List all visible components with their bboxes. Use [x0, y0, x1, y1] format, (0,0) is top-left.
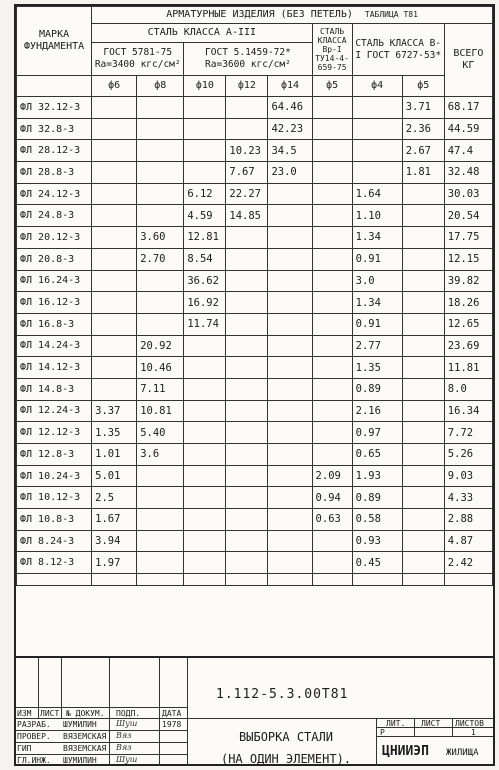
weight-cell [92, 162, 137, 184]
weight-cell [137, 270, 184, 292]
total-cell: 16.34 [444, 400, 492, 422]
dia-8: ф8 [137, 76, 184, 97]
weight-cell: 7.11 [137, 378, 184, 400]
weight-cell [92, 205, 137, 227]
weight-cell: 0.94 [312, 487, 352, 509]
role-chief-engineer-project: ГИП [17, 744, 32, 753]
sheets-label: ЛИСТОВ [455, 719, 484, 728]
weight-cell: 1.34 [352, 227, 402, 249]
foundation-mark: ФЛ 28.12-3 [17, 140, 92, 162]
weight-cell [312, 552, 352, 574]
weight-cell: 3.60 [137, 227, 184, 249]
weight-cell [268, 292, 312, 314]
signature-checker: Вяз [116, 731, 132, 740]
weight-cell: 1.35 [92, 422, 137, 444]
total-cell: 4.87 [444, 530, 492, 552]
weight-cell [226, 530, 268, 552]
foundation-mark: ФЛ 14.24-3 [17, 335, 92, 357]
weight-cell [268, 205, 312, 227]
total-cell: 8.0 [444, 378, 492, 400]
steel-v1-header: СТАЛЬ КЛАССА В-I ГОСТ 6727-53* [352, 24, 444, 76]
weight-cell [312, 335, 352, 357]
weight-cell: 0.93 [352, 530, 402, 552]
weight-cell: 11.74 [184, 313, 226, 335]
total-cell: 30.03 [444, 183, 492, 205]
weight-cell [137, 465, 184, 487]
total-cell: 4.33 [444, 487, 492, 509]
weight-cell: 64.46 [268, 97, 312, 119]
weight-cell [184, 465, 226, 487]
document-title-line-2: (НА ОДИН ЭЛЕМЕНТ). [220, 752, 352, 766]
weight-cell: 7.67 [226, 162, 268, 184]
foundation-mark: ФЛ 16.12-3 [17, 292, 92, 314]
weight-cell [137, 183, 184, 205]
weight-cell [226, 270, 268, 292]
dia-5-v1: ф5 [402, 76, 444, 97]
empty-row [17, 574, 493, 586]
table-row [17, 465, 493, 487]
foundation-mark: ФЛ 10.8-3 [17, 509, 92, 531]
weight-cell: 0.65 [352, 444, 402, 466]
weight-cell [184, 422, 226, 444]
weight-cell: 0.91 [352, 313, 402, 335]
weight-cell: 4.59 [184, 205, 226, 227]
weight-cell: 10.81 [137, 400, 184, 422]
mark-header-cont [17, 76, 92, 97]
weight-cell: 14.85 [226, 205, 268, 227]
weight-cell [312, 248, 352, 270]
total-cell: 32.48 [444, 162, 492, 184]
weight-cell [184, 335, 226, 357]
weight-cell [226, 357, 268, 379]
weight-cell [402, 552, 444, 574]
weight-cell [402, 248, 444, 270]
weight-cell [352, 118, 402, 140]
steel-vp1-header: СТАЛЬ КЛАССА Вр-I ТУ14-4-659-75 [312, 24, 352, 76]
weight-cell [137, 509, 184, 531]
dia-10: ф10 [184, 76, 226, 97]
weight-cell: 1.64 [352, 183, 402, 205]
table-row [17, 313, 493, 335]
weight-cell: 1.34 [352, 292, 402, 314]
weight-cell [226, 552, 268, 574]
foundation-mark: ФЛ 12.8-3 [17, 444, 92, 466]
weight-cell [268, 335, 312, 357]
weight-cell [352, 97, 402, 119]
weight-cell [137, 292, 184, 314]
table-title: АРМАТУРНЫЕ ИЗДЕЛИЯ (БЕЗ ПЕТЕЛЬ) [166, 9, 353, 20]
total-cell: 23.69 [444, 335, 492, 357]
weight-cell [92, 270, 137, 292]
weight-cell [402, 270, 444, 292]
weight-cell [137, 487, 184, 509]
weight-cell [268, 487, 312, 509]
foundation-mark: ФЛ 12.24-3 [17, 400, 92, 422]
foundation-mark: ФЛ 10.12-3 [17, 487, 92, 509]
weight-cell [184, 509, 226, 531]
table-row [17, 378, 493, 400]
weight-cell [92, 183, 137, 205]
organization-name: ЦНИИЭП [382, 744, 429, 759]
weight-cell [184, 487, 226, 509]
weight-cell [137, 97, 184, 119]
total-cell: 9.03 [444, 465, 492, 487]
weight-cell: 0.58 [352, 509, 402, 531]
weight-cell [402, 205, 444, 227]
total-cell: 5.26 [444, 444, 492, 466]
total-cell: 20.54 [444, 205, 492, 227]
weight-cell: 0.97 [352, 422, 402, 444]
foundation-mark: ФЛ 24.8-3 [17, 205, 92, 227]
weight-cell: 5.01 [92, 465, 137, 487]
table-row [17, 530, 493, 552]
weight-cell: 3.94 [92, 530, 137, 552]
weight-cell: 0.89 [352, 378, 402, 400]
dia-4: ф4 [352, 76, 402, 97]
foundation-mark: ФЛ 28.8-3 [17, 162, 92, 184]
weight-cell [402, 292, 444, 314]
weight-cell [268, 509, 312, 531]
weight-cell: 2.09 [312, 465, 352, 487]
weight-cell [184, 400, 226, 422]
weight-cell: 36.62 [184, 270, 226, 292]
weight-cell: 22.27 [226, 183, 268, 205]
weight-cell [137, 530, 184, 552]
lit-value: Р [380, 728, 385, 737]
weight-cell [402, 530, 444, 552]
weight-cell [137, 140, 184, 162]
total-cell: 44.59 [444, 118, 492, 140]
table-row [17, 422, 493, 444]
weight-cell [352, 162, 402, 184]
weight-cell [268, 183, 312, 205]
weight-cell [226, 248, 268, 270]
weight-cell: 16.92 [184, 292, 226, 314]
weight-cell: 3.37 [92, 400, 137, 422]
weight-cell: 1.67 [92, 509, 137, 531]
weight-cell [352, 140, 402, 162]
weight-cell [268, 227, 312, 249]
weight-cell [184, 378, 226, 400]
total-cell: 2.88 [444, 509, 492, 531]
stamp-col-izm: ИЗМ [17, 709, 32, 718]
gost-a-header [92, 43, 184, 76]
foundation-mark: ФЛ 8.12-3 [17, 552, 92, 574]
foundation-mark: ФЛ 24.12-3 [17, 183, 92, 205]
total-header: ВСЕГО КГ [444, 24, 492, 97]
weight-cell [268, 357, 312, 379]
dia-6: ф6 [92, 76, 137, 97]
weight-cell [402, 400, 444, 422]
weight-cell [312, 205, 352, 227]
table-row [17, 205, 493, 227]
name-chief-engineer-project: ВЯЗЕМСКАЯ [63, 744, 107, 753]
weight-cell [184, 162, 226, 184]
weight-cell [312, 227, 352, 249]
title-block [16, 656, 493, 766]
ra-a: Ra=3400 кгс/см² [94, 59, 181, 70]
weight-cell: 20.92 [137, 335, 184, 357]
weight-cell [402, 465, 444, 487]
weight-cell [92, 248, 137, 270]
foundation-mark: ФЛ 16.24-3 [17, 270, 92, 292]
weight-cell [226, 227, 268, 249]
organization-sub: ЖИЛИЩА [446, 748, 479, 758]
weight-cell [92, 335, 137, 357]
weight-cell: 10.46 [137, 357, 184, 379]
drawing-code: 1.112-5.3.00Т81 [216, 687, 349, 702]
table-row [17, 487, 493, 509]
total-cell: 18.26 [444, 292, 492, 314]
weight-cell [184, 118, 226, 140]
weight-cell: 3.0 [352, 270, 402, 292]
weight-cell [312, 270, 352, 292]
weight-cell [184, 530, 226, 552]
weight-cell: 5.40 [137, 422, 184, 444]
dia-14: ф14 [268, 76, 312, 97]
weight-cell: 0.91 [352, 248, 402, 270]
weight-cell: 34.5 [268, 140, 312, 162]
weight-cell [184, 140, 226, 162]
weight-cell: 2.67 [402, 140, 444, 162]
dia-5-vp1: ф5 [312, 76, 352, 97]
weight-cell: 1.35 [352, 357, 402, 379]
weight-cell [268, 552, 312, 574]
foundation-mark: ФЛ 12.12-3 [17, 422, 92, 444]
weight-cell [268, 400, 312, 422]
weight-cell: 1.81 [402, 162, 444, 184]
steel-specification-table [16, 6, 493, 586]
table-row [17, 444, 493, 466]
weight-cell [268, 270, 312, 292]
table-row [17, 509, 493, 531]
document-title-line-1: ВЫБОРКА СТАЛИ [239, 730, 333, 744]
weight-cell [92, 378, 137, 400]
sheet-label: ЛИСТ [421, 719, 441, 728]
weight-cell: 1.97 [92, 552, 137, 574]
weight-cell [312, 313, 352, 335]
weight-cell [92, 140, 137, 162]
weight-cell [92, 227, 137, 249]
weight-cell [312, 444, 352, 466]
gost-b-header [184, 43, 312, 76]
date-developer: 1978 [162, 720, 182, 729]
weight-cell [402, 378, 444, 400]
foundation-mark: ФЛ 10.24-3 [17, 465, 92, 487]
weight-cell [137, 162, 184, 184]
weight-cell: 23.0 [268, 162, 312, 184]
weight-cell [268, 530, 312, 552]
weight-cell: 3.6 [137, 444, 184, 466]
weight-cell [312, 530, 352, 552]
weight-cell [137, 552, 184, 574]
weight-cell: 3.71 [402, 97, 444, 119]
table-row [17, 248, 493, 270]
total-cell: 39.82 [444, 270, 492, 292]
weight-cell: 6.12 [184, 183, 226, 205]
weight-cell [268, 465, 312, 487]
stamp-col-date: ДАТА [162, 709, 182, 718]
table-row [17, 552, 493, 574]
weight-cell [312, 378, 352, 400]
weight-cell [268, 313, 312, 335]
foundation-mark: ФЛ 20.8-3 [17, 248, 92, 270]
table-row [17, 97, 493, 119]
weight-cell [312, 118, 352, 140]
weight-cell [226, 422, 268, 444]
title-cell [92, 7, 493, 24]
weight-cell [312, 162, 352, 184]
document-title [201, 726, 371, 770]
weight-cell [226, 97, 268, 119]
foundation-mark: ФЛ 8.24-3 [17, 530, 92, 552]
weight-cell: 2.77 [352, 335, 402, 357]
weight-cell [312, 183, 352, 205]
weight-cell: 0.63 [312, 509, 352, 531]
weight-cell [312, 292, 352, 314]
weight-cell [268, 248, 312, 270]
foundation-mark: ФЛ 20.12-3 [17, 227, 92, 249]
weight-cell [402, 183, 444, 205]
weight-cell [137, 313, 184, 335]
total-cell: 11.81 [444, 357, 492, 379]
foundation-mark: ФЛ 14.8-3 [17, 378, 92, 400]
weight-cell [402, 313, 444, 335]
weight-cell [226, 313, 268, 335]
lit-label: ЛИТ. [386, 719, 406, 728]
weight-cell [137, 118, 184, 140]
weight-cell [226, 444, 268, 466]
weight-cell: 12.81 [184, 227, 226, 249]
table-row [17, 140, 493, 162]
weight-cell [226, 400, 268, 422]
total-cell: 68.17 [444, 97, 492, 119]
weight-cell [226, 465, 268, 487]
weight-cell: 2.36 [402, 118, 444, 140]
weight-cell [184, 444, 226, 466]
weight-cell [137, 205, 184, 227]
dia-12: ф12 [226, 76, 268, 97]
weight-cell [184, 97, 226, 119]
weight-cell: 1.93 [352, 465, 402, 487]
weight-cell: 8.54 [184, 248, 226, 270]
gost-b: ГОСТ 5.1459-72* [205, 47, 291, 58]
weight-cell [402, 422, 444, 444]
weight-cell [184, 552, 226, 574]
table-row [17, 162, 493, 184]
weight-cell [92, 313, 137, 335]
weight-cell [226, 509, 268, 531]
gost-a: ГОСТ 5781-75 [103, 47, 173, 58]
weight-cell [402, 509, 444, 531]
weight-cell [402, 335, 444, 357]
table-row [17, 335, 493, 357]
weight-cell [402, 227, 444, 249]
weight-cell [226, 487, 268, 509]
weight-cell [402, 357, 444, 379]
weight-cell [268, 444, 312, 466]
weight-cell [226, 378, 268, 400]
signature-chief-engineer-project: Вяз [116, 743, 132, 752]
total-cell: 12.15 [444, 248, 492, 270]
ra-b: Ra=3600 кгс/см² [205, 59, 291, 70]
weight-cell: 2.70 [137, 248, 184, 270]
weight-cell [402, 487, 444, 509]
role-developer: РАЗРАБ. [17, 720, 51, 729]
weight-cell [92, 97, 137, 119]
foundation-mark: ФЛ 32.12-3 [17, 97, 92, 119]
sheets-value: 1 [471, 728, 476, 737]
mark-header: МАРКА ФУНДАМЕНТА [17, 7, 92, 76]
table-row [17, 357, 493, 379]
signature-developer: Шуш [116, 719, 138, 728]
stamp-col-doc: № ДОКУМ. [66, 709, 105, 718]
weight-cell: 42.23 [268, 118, 312, 140]
name-developer: ШУМИЛИН [63, 720, 97, 729]
weight-cell: 1.10 [352, 205, 402, 227]
weight-cell [312, 357, 352, 379]
weight-cell: 2.5 [92, 487, 137, 509]
table-body [17, 97, 493, 586]
signature-chief-engineer: Шуш [116, 755, 138, 764]
foundation-mark: ФЛ 16.8-3 [17, 313, 92, 335]
weight-cell [92, 118, 137, 140]
weight-cell [268, 378, 312, 400]
role-checker: ПРОВЕР. [17, 732, 51, 741]
table-row [17, 400, 493, 422]
table-number: ТАБЛИЦА Т81 [364, 10, 418, 19]
weight-cell [312, 97, 352, 119]
total-cell: 7.72 [444, 422, 492, 444]
name-chief-engineer: ШУМИЛИН [63, 756, 97, 765]
name-checker: ВЯЗЕМСКАЯ [63, 732, 107, 741]
weight-cell: 0.45 [352, 552, 402, 574]
stamp-col-list: ЛИСТ [40, 709, 60, 718]
stamp-col-sign: ПОДП. [116, 709, 141, 718]
table-row [17, 292, 493, 314]
weight-cell [402, 444, 444, 466]
total-cell: 12.65 [444, 313, 492, 335]
total-cell: 47.4 [444, 140, 492, 162]
total-cell: 2.42 [444, 552, 492, 574]
total-cell: 17.75 [444, 227, 492, 249]
weight-cell [226, 292, 268, 314]
weight-cell [312, 400, 352, 422]
weight-cell: 2.16 [352, 400, 402, 422]
weight-cell: 1.01 [92, 444, 137, 466]
table-row [17, 118, 493, 140]
drawing-sheet [14, 4, 495, 766]
weight-cell: 10.23 [226, 140, 268, 162]
weight-cell [184, 357, 226, 379]
weight-cell [226, 118, 268, 140]
weight-cell [92, 357, 137, 379]
weight-cell: 0.89 [352, 487, 402, 509]
role-chief-engineer: ГЛ.ИНЖ. [17, 756, 51, 765]
table-row [17, 183, 493, 205]
weight-cell [226, 335, 268, 357]
table-row [17, 227, 493, 249]
foundation-mark: ФЛ 32.8-3 [17, 118, 92, 140]
foundation-mark: ФЛ 14.12-3 [17, 357, 92, 379]
weight-cell [312, 422, 352, 444]
weight-cell [268, 422, 312, 444]
weight-cell [312, 140, 352, 162]
table-row [17, 270, 493, 292]
steel-a3-header: СТАЛЬ КЛАССА А-III [92, 24, 312, 43]
weight-cell [92, 292, 137, 314]
